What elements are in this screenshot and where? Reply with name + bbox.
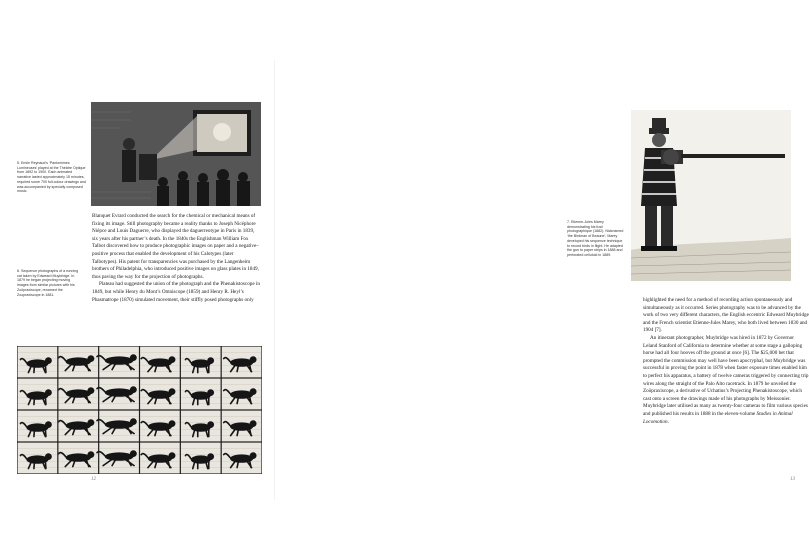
cat-frame xyxy=(97,347,139,378)
right-paragraph-1: highlighted the need for a method of recording action spontaneously and simultaneously as it occurred. Series photography was to be advanced by the work of two very different characters, the English eccentric Edweard Muybridge and the French scientist Etienne-Jules Marey, who both lived between 1830 and 1904 [7]. xyxy=(643,297,809,334)
left-page xyxy=(0,0,275,550)
right-paragraph-2-end: . xyxy=(667,418,669,425)
caption-marey: 7. Etienne-Jules Marey demonstrating his fusil photographique (1882). Nicknamed ‘the Birdman of Beaune’, Marey developed his sequence technique to record birds in flight. He adapted the gun to paper strips in 1888 and perforated celluloid in 1889. xyxy=(567,220,624,257)
cat-frame xyxy=(58,379,98,410)
right-paragraph-2-main: An itinerant photographer, Muybridge was hired in 1872 by Governor Leland Stanford of California to determine whether at some stage a galloping horse had all four hooves off the ground at once [6]. The $25,000 bet that prompted the commission may well have been apocryphal, but Muybridge was successful in proving the point in 1878 when faster exposure times enabled him to perfect his apparatus, a battery of twelve cameras triggered by connecting trip wires along the straight of the Palo Alto racetrack. In 1879 he unveiled the Zoöpraxiscope, a derivative of Uchatius’s Projecting Phenakistoscope, which cast onto a screen the drawings made of his photographs by Meissonier. Muybridge later utilised as many as twenty-four cameras to film various species and published his results in 1888 in the eleven-volume xyxy=(643,334,809,417)
caption-muybridge-cat: 6. Sequence photographs of a running cat taken by Edweard Muybridge. In 1879 he began projecting moving images from similar pictures with his Zoöpraxiscope, renamed the Zoopraxiscope in 1881. xyxy=(17,269,79,297)
caption-theatre-optique: 5. Emile Reynaud’s ‘Pantomimes Lumineuses’ played at the Théâtre Optique from 1892 to 1900. Each animated narrative lasted approximately 15 minutes, required some 700 full-colour drawings and was accompanied by specially composed music. xyxy=(17,161,86,194)
right-page xyxy=(275,0,809,550)
cat-frame xyxy=(222,379,262,410)
cat-frame xyxy=(181,411,221,442)
cat-frame xyxy=(18,347,58,378)
cat-frame xyxy=(181,443,221,474)
marey-gun-engraving xyxy=(631,110,791,281)
cat-frame xyxy=(58,411,98,442)
cat-frame xyxy=(140,347,180,378)
right-body-text xyxy=(643,297,809,426)
cat-frame xyxy=(181,347,221,378)
cat-frame xyxy=(140,411,180,442)
cat-frame xyxy=(140,379,180,410)
left-paragraph-2: Plateau had suggested the union of the photograph and the Phenakistoscope in 1849, but while Henry du Mont’s Omniscope (1859) and Henry R. Heyl’s Phasmatrope (1870) simulated movement, their stiffly posed photographs only xyxy=(92,281,260,303)
book-title-animal-locomotion: Studies in Animal Locomotion xyxy=(643,410,793,425)
cat-frame xyxy=(58,347,98,378)
cat-frame xyxy=(18,379,58,410)
page-number-right: 13 xyxy=(790,477,795,482)
cat-frame xyxy=(222,411,262,442)
cat-frame xyxy=(97,443,139,474)
cat-frame xyxy=(58,443,98,474)
muybridge-cat-sequence xyxy=(17,346,262,474)
theatre-optique-illustration xyxy=(91,102,261,206)
cat-frame xyxy=(222,347,262,378)
cat-sequence-grid xyxy=(17,346,262,474)
cat-frame xyxy=(140,443,180,474)
marey-illustration xyxy=(631,110,791,281)
cat-frame xyxy=(181,379,221,410)
cat-frame xyxy=(97,411,139,442)
left-body-text xyxy=(92,213,260,304)
cat-frame xyxy=(97,379,139,410)
theatre-optique-engraving xyxy=(91,102,261,206)
cat-frame xyxy=(222,443,262,474)
right-paragraph-2 xyxy=(643,335,809,426)
left-paragraph-1: Blanquet Evrard conducted the search for the chemical or mechanical means of fixing its image. Still photography became a reality thanks to Joseph Nicéphore Niépce and Louis Daguerre, who displayed the daguerreotype in Paris in 1839, six years after his partner’s death. In the 1840s the Englishman William Fox Talbot discovered how to produce photographic images on paper and a negative–positive process that enabled the development of his Calotypes (later Talbotypes). His patent for transparencies was purchased by the Langenheim brothers of Philadelphia, who introduced positive images on glass plates in 1849, thus paving the way for the projection of photographs. xyxy=(92,213,259,280)
cat-frame xyxy=(18,443,58,474)
cat-frame xyxy=(18,411,58,442)
page-number-left: 12 xyxy=(91,477,96,482)
